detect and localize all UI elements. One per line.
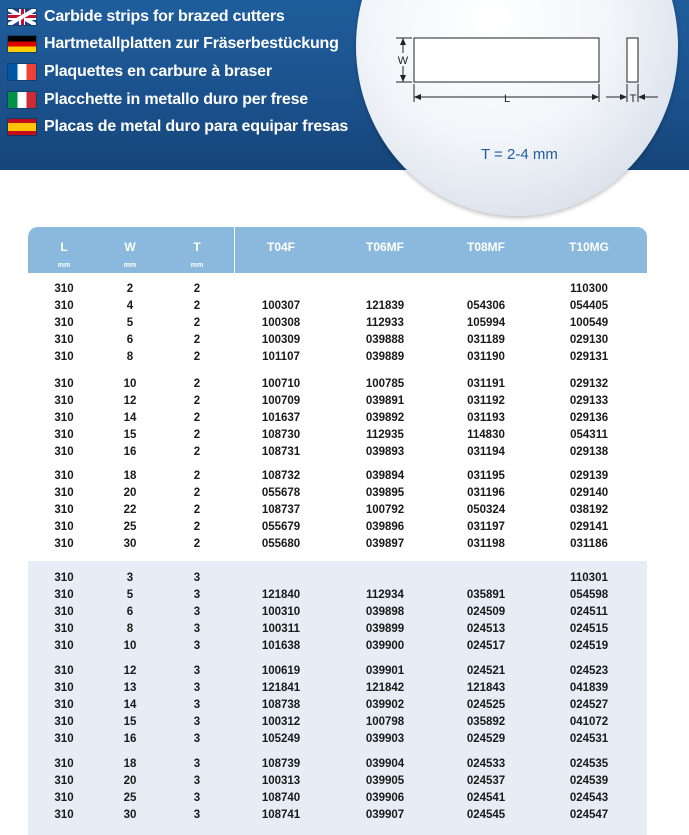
- cell-w: 30: [123, 809, 137, 821]
- cell-t: 2: [193, 395, 201, 407]
- cell-t08mf: 031194: [467, 446, 505, 458]
- cell-t: 3: [193, 623, 201, 635]
- header-l: L: [60, 240, 68, 254]
- table-row: [28, 807, 647, 824]
- cell-w: 10: [123, 640, 137, 652]
- cell-t04f: 121840: [261, 589, 301, 601]
- table-row: [28, 773, 647, 790]
- header-unit-t: mm: [190, 262, 204, 269]
- table-row: [28, 332, 647, 349]
- cell-t06mf: 039894: [365, 470, 405, 482]
- cell-t08mf: 050324: [466, 504, 506, 516]
- cell-t06mf: 121842: [365, 682, 405, 694]
- table-row: [28, 485, 647, 502]
- cell-l: 310: [54, 487, 74, 499]
- cell-t04f: 055678: [261, 487, 301, 499]
- cell-l: 310: [54, 733, 74, 745]
- table-row: [28, 519, 647, 536]
- cell-t: 3: [193, 733, 201, 745]
- cell-t08mf: 024513: [466, 623, 506, 635]
- header-unit-l: mm: [57, 262, 71, 269]
- cell-t04f: 100310: [261, 606, 301, 618]
- cell-t10mg: 110301: [570, 572, 608, 584]
- table-row: [28, 349, 647, 366]
- cell-t04f: 108740: [261, 792, 301, 804]
- cell-t08mf: 024525: [466, 699, 506, 711]
- cell-t06mf: 100792: [365, 504, 405, 516]
- cell-l: 310: [54, 470, 74, 482]
- cell-l: 310: [54, 775, 74, 787]
- cell-t06mf: 039898: [365, 606, 405, 618]
- cell-t: 3: [193, 699, 201, 711]
- cell-t: 2: [193, 412, 201, 424]
- cell-l: 310: [54, 623, 74, 635]
- cell-t10mg: 024527: [569, 699, 609, 711]
- cell-t04f: 108730: [261, 429, 301, 441]
- cell-t04f: 108739: [261, 758, 301, 770]
- cell-t: 3: [193, 716, 201, 728]
- cell-t: 2: [193, 446, 201, 458]
- cell-l: 310: [54, 572, 74, 584]
- cell-w: 15: [123, 716, 137, 728]
- cell-t08mf: 031195: [467, 470, 505, 482]
- cell-l: 310: [54, 682, 74, 694]
- cell-t08mf: 035891: [466, 589, 506, 601]
- cell-t08mf: 024537: [466, 775, 506, 787]
- cell-l: 310: [54, 538, 74, 550]
- cell-t10mg: 024523: [569, 665, 609, 677]
- cell-t: 3: [193, 775, 201, 787]
- cell-t06mf: 039899: [365, 623, 405, 635]
- cell-w: 20: [123, 487, 137, 499]
- cell-t: 2: [193, 487, 201, 499]
- cell-t04f: 108738: [261, 699, 301, 711]
- cell-t10mg: 024515: [569, 623, 609, 635]
- cell-t04f: 055680: [261, 538, 301, 550]
- cell-t04f: 100311: [262, 623, 300, 635]
- cell-w: 4: [126, 300, 134, 312]
- table-row: [28, 281, 647, 298]
- cell-t08mf: 024521: [466, 665, 506, 677]
- cell-t08mf: [456, 281, 516, 298]
- cell-t04f: [251, 570, 311, 587]
- title-en: Carbide strips for brazed cutters: [44, 7, 285, 25]
- cell-l: 310: [54, 412, 74, 424]
- title-fr: Plaquettes en carbure à braser: [44, 62, 272, 80]
- cell-w: 10: [123, 378, 137, 390]
- table-row: [28, 410, 647, 427]
- cell-t06mf: 039896: [365, 521, 405, 533]
- cell-w: 18: [123, 470, 137, 482]
- cell-t06mf: 112935: [366, 429, 404, 441]
- table-row: [28, 621, 647, 638]
- header-grade-t08mf: T08MF: [466, 240, 505, 254]
- table-row: [28, 604, 647, 621]
- cell-t: 2: [193, 429, 201, 441]
- table-row: [28, 468, 647, 485]
- cell-w: 8: [126, 351, 134, 363]
- cell-t10mg: 054405: [569, 300, 609, 312]
- cell-t08mf: [456, 570, 516, 587]
- cell-w: 14: [123, 412, 137, 424]
- table-row: [28, 756, 647, 773]
- cell-t08mf: 105994: [466, 317, 506, 329]
- l-label: L: [503, 93, 511, 105]
- cell-l: 310: [54, 640, 74, 652]
- cell-t10mg: 100549: [569, 317, 609, 329]
- cell-l: 310: [54, 758, 74, 770]
- cell-t04f: 100307: [261, 300, 301, 312]
- cell-t08mf: 054306: [466, 300, 506, 312]
- cell-t10mg: 029132: [569, 378, 609, 390]
- header-w: W: [124, 240, 136, 254]
- cell-t06mf: 100785: [365, 378, 405, 390]
- cell-t: 2: [193, 283, 201, 295]
- cell-t04f: 101637: [261, 412, 301, 424]
- cell-t08mf: 024545: [466, 809, 506, 821]
- cell-t04f: 100308: [261, 317, 301, 329]
- cell-t04f: 101638: [261, 640, 301, 652]
- title-it: Placchette in metallo duro per frese: [44, 90, 308, 108]
- thickness-range: T = 2-4 mm: [481, 146, 558, 163]
- cell-t06mf: 121839: [365, 300, 405, 312]
- cell-t10mg: 031186: [570, 538, 608, 550]
- cell-t04f: 100619: [261, 665, 301, 677]
- cell-w: 5: [126, 317, 134, 329]
- cell-t08mf: 031198: [467, 538, 505, 550]
- header-unit-w: mm: [123, 262, 137, 269]
- cell-t04f: 100709: [261, 395, 301, 407]
- cell-t: 3: [193, 572, 201, 584]
- table-row: [28, 393, 647, 410]
- cell-t04f: 100309: [261, 334, 301, 346]
- cell-t06mf: 039905: [365, 775, 405, 787]
- cell-t08mf: 024509: [466, 606, 506, 618]
- cell-t06mf: 039897: [365, 538, 405, 550]
- cell-t08mf: 031189: [467, 334, 505, 346]
- header-t: T: [193, 240, 201, 254]
- cell-t08mf: 031196: [467, 487, 505, 499]
- cell-t06mf: 039901: [365, 665, 405, 677]
- cell-t: 2: [193, 521, 201, 533]
- table-row: [28, 714, 647, 731]
- cell-t06mf: 039900: [365, 640, 405, 652]
- cell-t: 2: [193, 470, 201, 482]
- table-row: [28, 638, 647, 655]
- cell-w: 13: [123, 682, 137, 694]
- cell-w: 15: [123, 429, 137, 441]
- cell-t04f: 121841: [261, 682, 301, 694]
- cell-t10mg: 024539: [569, 775, 609, 787]
- table-row: [28, 376, 647, 393]
- cell-t08mf: 031193: [467, 412, 505, 424]
- cell-l: 310: [54, 665, 74, 677]
- cell-t04f: 108741: [261, 809, 301, 821]
- t-label: T: [629, 93, 637, 105]
- cell-t08mf: 024541: [466, 792, 506, 804]
- cell-t10mg: 029140: [569, 487, 609, 499]
- table-row: [28, 444, 647, 461]
- cell-t08mf: 121843: [466, 682, 506, 694]
- cell-t: 2: [193, 351, 201, 363]
- cell-t: 3: [193, 665, 201, 677]
- cell-w: 20: [123, 775, 137, 787]
- cell-w: 3: [126, 572, 134, 584]
- cell-t06mf: 039892: [365, 412, 405, 424]
- table-row: [28, 570, 647, 587]
- cell-t10mg: 029130: [569, 334, 609, 346]
- cell-w: 12: [123, 395, 137, 407]
- table-row: [28, 663, 647, 680]
- cell-t08mf: 024533: [466, 758, 506, 770]
- cell-t: 3: [193, 809, 201, 821]
- cell-l: 310: [54, 317, 74, 329]
- cell-w: 6: [126, 334, 134, 346]
- table-row: [28, 298, 647, 315]
- cell-t10mg: 024531: [569, 733, 609, 745]
- cell-t: 2: [193, 378, 201, 390]
- table-row: [28, 427, 647, 444]
- title-es: Placas de metal duro para equipar fresas: [44, 118, 349, 136]
- cell-l: 310: [54, 429, 74, 441]
- cell-t08mf: 024529: [466, 733, 506, 745]
- cell-w: 25: [123, 521, 137, 533]
- cell-t: 2: [193, 334, 201, 346]
- cell-t08mf: 031197: [467, 521, 505, 533]
- cell-w: 16: [123, 446, 137, 458]
- cell-t06mf: 039902: [365, 699, 405, 711]
- cell-t: 3: [193, 606, 201, 618]
- cell-t06mf: [355, 281, 415, 298]
- w-label: W: [397, 55, 409, 67]
- cell-l: 310: [54, 792, 74, 804]
- cell-t06mf: 039907: [365, 809, 405, 821]
- title-de: Hartmetallplatten zur Fräserbestückung: [44, 35, 339, 53]
- table-row: [28, 680, 647, 697]
- cell-w: 8: [126, 623, 134, 635]
- cell-t04f: [251, 281, 311, 298]
- cell-l: 310: [54, 589, 74, 601]
- cell-t04f: 105249: [261, 733, 301, 745]
- cell-t10mg: 029139: [569, 470, 609, 482]
- cell-t04f: 101107: [262, 351, 300, 363]
- cell-t10mg: 024543: [569, 792, 609, 804]
- cell-t: 2: [193, 504, 201, 516]
- cell-t10mg: 029141: [569, 521, 609, 533]
- cell-w: 6: [126, 606, 134, 618]
- cell-t10mg: 029136: [569, 412, 609, 424]
- cell-t06mf: 039906: [365, 792, 405, 804]
- header-grade-t04f: T04F: [266, 240, 295, 254]
- cell-t: 3: [193, 640, 201, 652]
- cell-t10mg: 024511: [570, 606, 608, 618]
- cell-l: 310: [54, 521, 74, 533]
- cell-w: 2: [126, 283, 134, 295]
- cell-t10mg: 110300: [570, 283, 608, 295]
- cell-t06mf: 039903: [365, 733, 405, 745]
- cell-t06mf: 039904: [365, 758, 405, 770]
- cell-l: 310: [54, 300, 74, 312]
- cell-w: 5: [126, 589, 134, 601]
- cell-t04f: 100312: [261, 716, 301, 728]
- table-row: [28, 790, 647, 807]
- cell-t06mf: 039895: [365, 487, 405, 499]
- cell-t06mf: 039891: [365, 395, 405, 407]
- cell-t10mg: 041072: [569, 716, 609, 728]
- cell-l: 310: [54, 378, 74, 390]
- cell-l: 310: [54, 283, 74, 295]
- cell-t08mf: 114830: [467, 429, 505, 441]
- cell-t10mg: 029131: [569, 351, 609, 363]
- cell-t08mf: 024517: [466, 640, 506, 652]
- cell-t04f: 108732: [261, 470, 301, 482]
- cell-t04f: 100313: [261, 775, 301, 787]
- table-row: [28, 587, 647, 604]
- cell-t10mg: 024535: [569, 758, 609, 770]
- cell-t04f: 100710: [261, 378, 301, 390]
- cell-t: 3: [193, 682, 201, 694]
- cell-t: 2: [193, 300, 201, 312]
- cell-l: 310: [54, 395, 74, 407]
- cell-t08mf: 031192: [467, 395, 505, 407]
- cell-w: 18: [123, 758, 137, 770]
- header-grade-t10mg: T10MG: [568, 240, 609, 254]
- cell-t06mf: [355, 570, 415, 587]
- cell-t06mf: 039888: [365, 334, 405, 346]
- cell-l: 310: [54, 809, 74, 821]
- cell-l: 310: [54, 716, 74, 728]
- table-row: [28, 502, 647, 519]
- cell-t06mf: 112933: [366, 317, 404, 329]
- cell-t: 2: [193, 538, 201, 550]
- cell-l: 310: [54, 351, 74, 363]
- cell-t10mg: 029133: [569, 395, 609, 407]
- cell-w: 25: [123, 792, 137, 804]
- cell-t10mg: 024547: [569, 809, 609, 821]
- cell-l: 310: [54, 334, 74, 346]
- cell-l: 310: [54, 606, 74, 618]
- cell-t04f: 108737: [261, 504, 301, 516]
- table-row: [28, 697, 647, 714]
- cell-t04f: 055679: [261, 521, 301, 533]
- cell-l: 310: [54, 699, 74, 711]
- table-row: [28, 731, 647, 748]
- cell-t08mf: 031191: [467, 378, 505, 390]
- header-grade-t06mf: T06MF: [365, 240, 404, 254]
- cell-t: 3: [193, 758, 201, 770]
- cell-t06mf: 039893: [365, 446, 405, 458]
- cell-t10mg: 024519: [569, 640, 609, 652]
- cell-t06mf: 100798: [365, 716, 405, 728]
- table-row: [28, 315, 647, 332]
- cell-t10mg: 041839: [569, 682, 609, 694]
- cell-w: 16: [123, 733, 137, 745]
- cell-t08mf: 031190: [467, 351, 505, 363]
- cell-t08mf: 035892: [466, 716, 506, 728]
- cell-t06mf: 039889: [365, 351, 405, 363]
- cell-w: 12: [123, 665, 137, 677]
- cell-w: 14: [123, 699, 137, 711]
- cell-t04f: 108731: [261, 446, 301, 458]
- cell-t10mg: 054598: [569, 589, 609, 601]
- cell-l: 310: [54, 504, 74, 516]
- cell-l: 310: [54, 446, 74, 458]
- cell-t10mg: 038192: [569, 504, 609, 516]
- cell-w: 22: [123, 504, 137, 516]
- cell-t10mg: 029138: [569, 446, 609, 458]
- cell-w: 30: [123, 538, 137, 550]
- cell-t10mg: 054311: [570, 429, 608, 441]
- cell-t: 2: [193, 317, 201, 329]
- cell-t: 3: [193, 589, 201, 601]
- table-row: [28, 536, 647, 553]
- cell-t: 3: [193, 792, 201, 804]
- cell-t06mf: 112934: [366, 589, 404, 601]
